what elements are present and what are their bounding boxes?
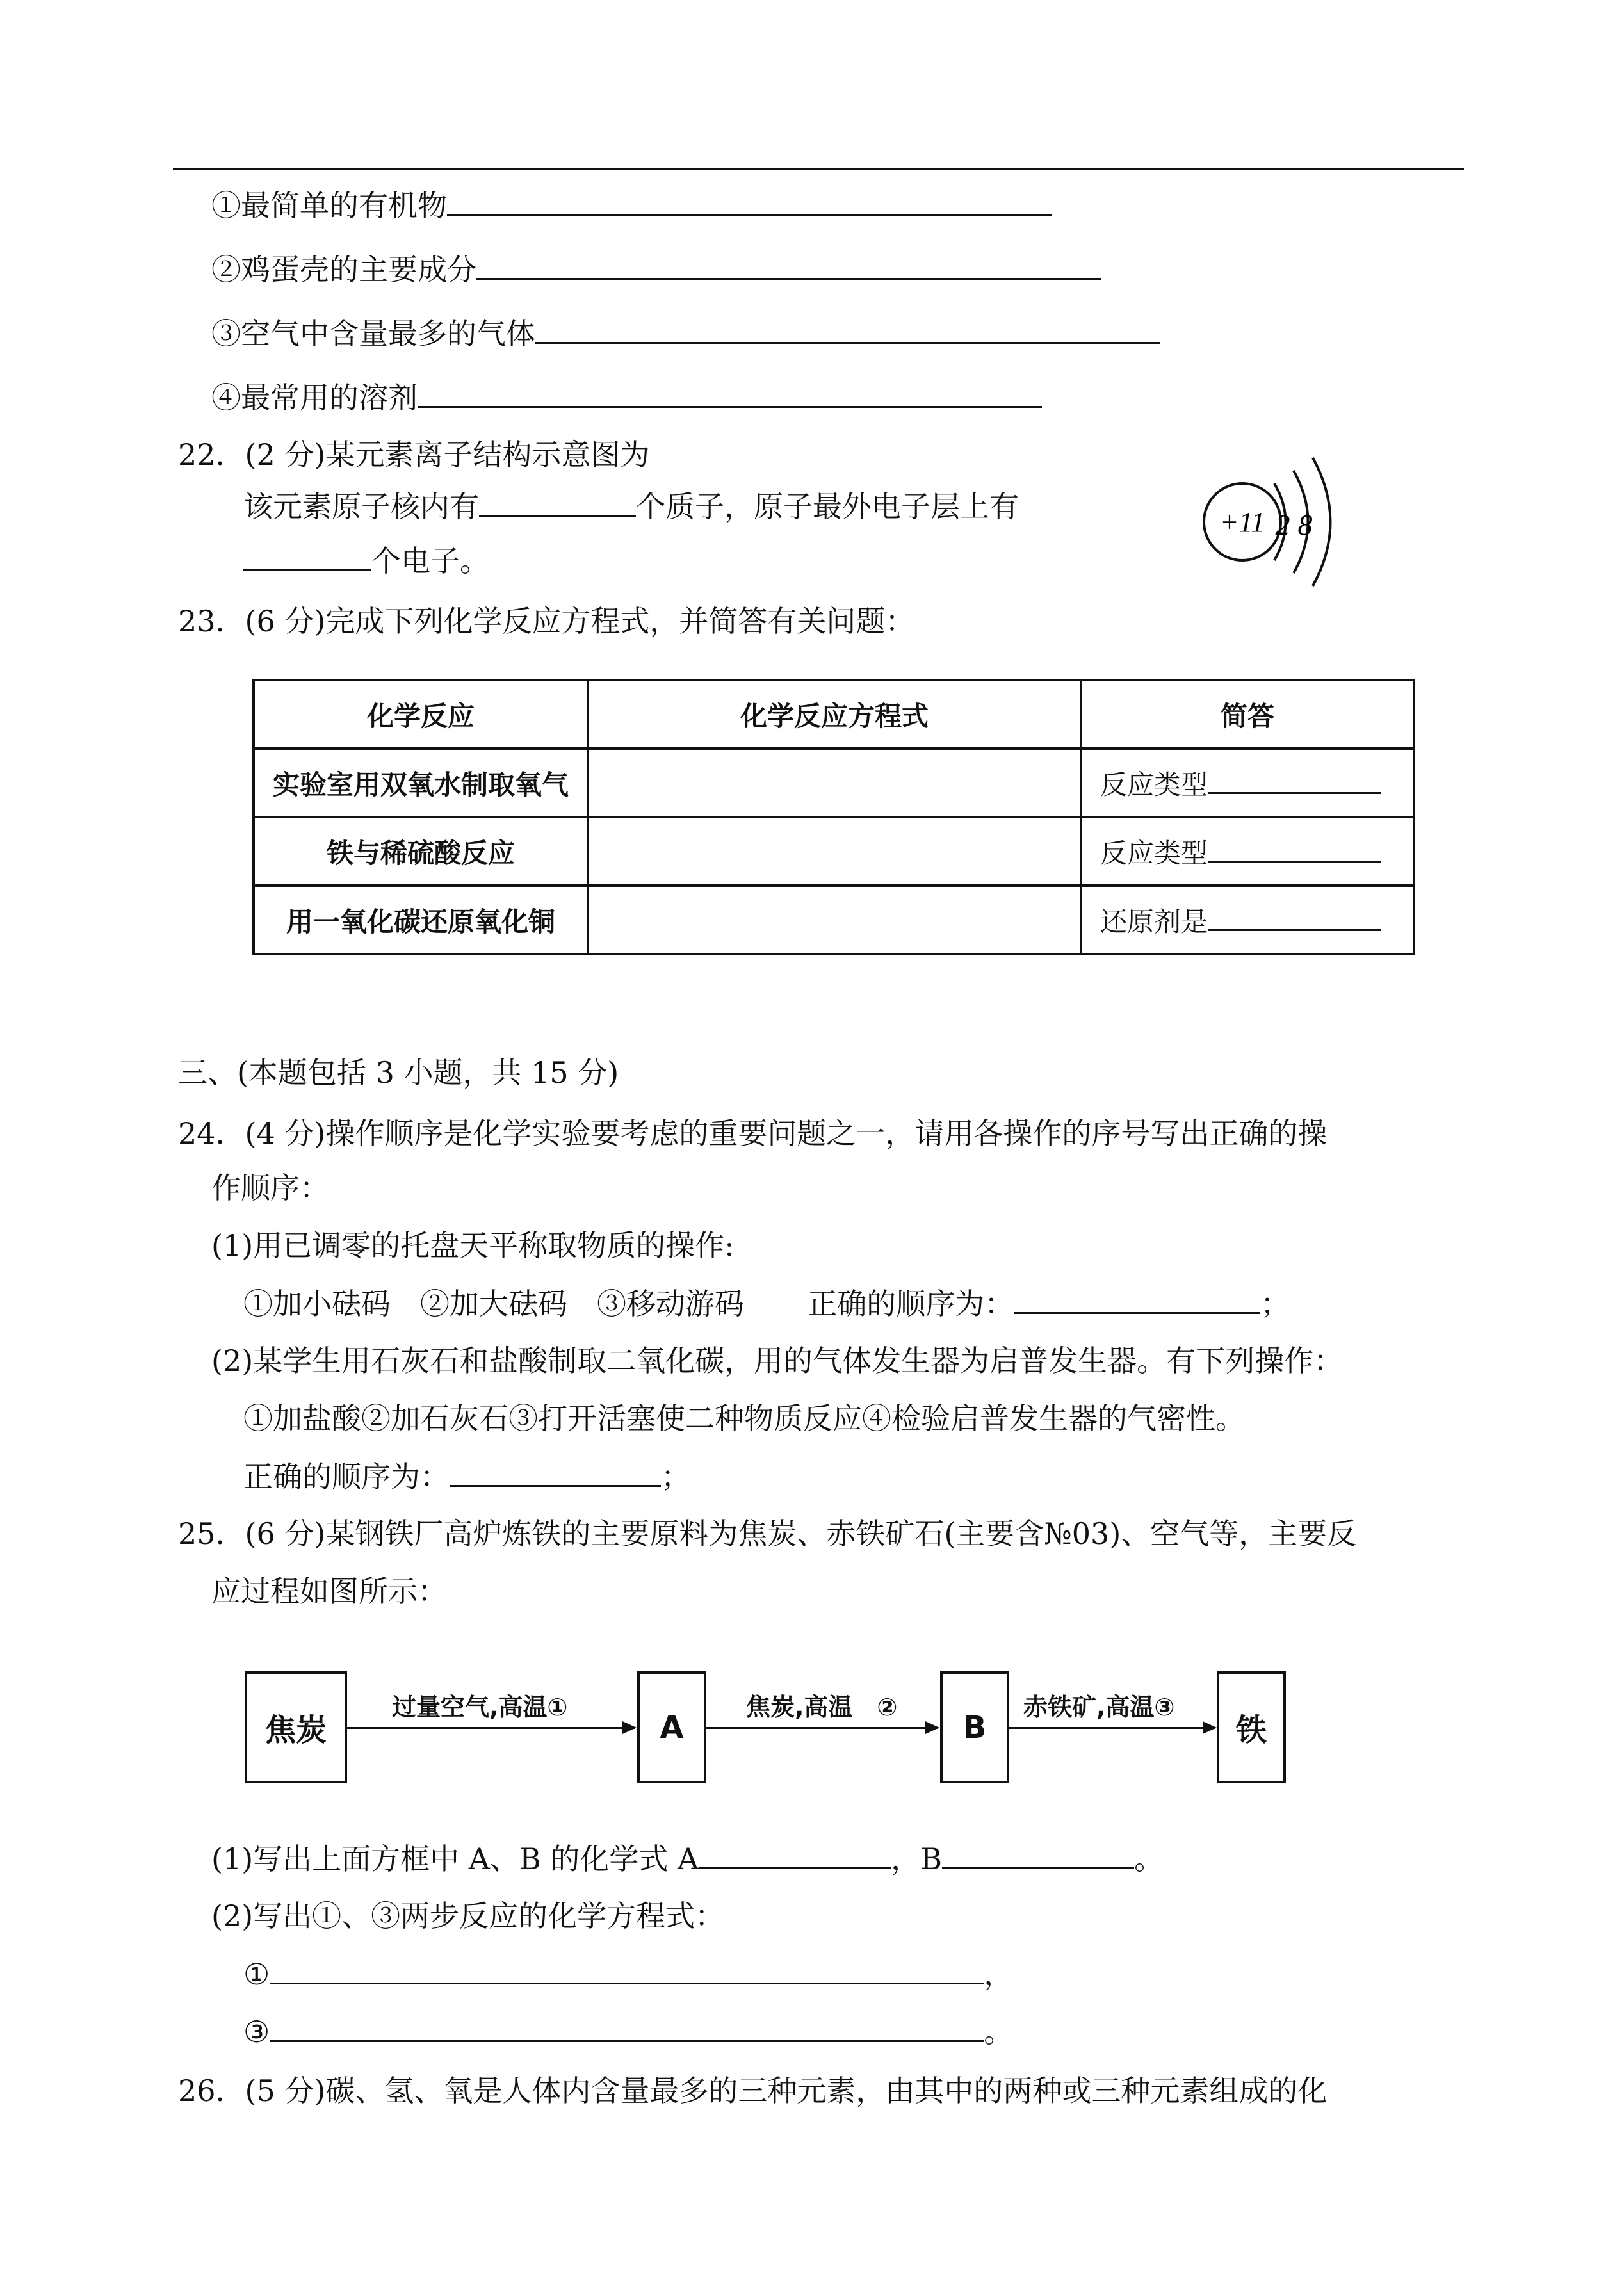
flow-arrow [706,1727,938,1729]
answer-cell [1081,817,1414,886]
answer-blank[interactable] [1208,839,1381,863]
q24-part2-answer [243,1457,690,1496]
q21-item [211,314,1160,353]
q25-title-line1: 25．(6 分)某钢铁厂高炉炼铁的主要原料为焦炭、赤铁矿石(主要含№03)、空气等，主要反 [178,1516,1357,1551]
answer-label: 正确的顺序为： [808,1286,1014,1321]
equation-cell[interactable] [588,749,1081,817]
q22-text: 个质子，原子最外电子层上有 [636,489,1019,524]
punct: ； [1260,1286,1290,1321]
q21-item [211,186,1052,225]
q25-text: ，B [891,1842,943,1876]
q25-eq1 [243,1954,1013,1993]
formula-b-blank[interactable] [942,1839,1134,1869]
q24-title-line2: 作顺序： [211,1171,329,1205]
answer-blank[interactable] [1014,1284,1260,1314]
q21-item-label: ①最简单的有机物 [211,188,447,223]
punct: 。 [984,2015,1014,2049]
eq-label: ③ [243,2015,270,2049]
punct: ； [661,1459,690,1494]
q22-text: 个电子。 [371,544,489,578]
q22-text: 该元素原子核内有 [243,489,479,524]
q21-item-label: ③空气中含量最多的气体 [211,316,535,351]
flow-arrow [347,1727,635,1729]
q21-item-label: ②鸡蛋壳的主要成分 [211,252,476,287]
answer-blank[interactable] [418,378,1042,408]
q24-part2-title: (2)某学生用石灰石和盐酸制取二氧化碳，用的气体发生器为启普发生器。有下列操作： [211,1343,1344,1378]
q25-eq3 [243,2012,1013,2051]
q24-title-line1: 24．(4 分)操作顺序是化学实验要考虑的重要问题之一，请用各操作的序号写出正确的操 [178,1116,1328,1151]
q25-part1 [211,1839,1164,1878]
q23-title: 23．(6 分)完成下列化学反应方程式，并简答有关问题： [178,604,915,638]
answer-label: 反应类型 [1100,837,1208,869]
operations-list: ①加小砝码 ②加大砝码 ③移动游码 [243,1286,744,1321]
q24-part1-title: (1)用已调零的托盘天平称取物质的操作: [211,1228,735,1263]
answer-cell [1081,886,1414,954]
eq-label: ① [243,1957,270,1991]
equation-blank[interactable] [270,1954,984,1984]
header-answer: 简答 [1081,680,1414,749]
q21-item-label: ④最常用的溶剂 [211,380,418,415]
flow-arrow-label: 赤铁矿,高温③ [1023,1693,1175,1721]
q25-text: (1)写出上面方框中 A、B 的化学式 A [211,1842,699,1876]
q21-item [211,378,1042,417]
q21-item [211,250,1101,289]
flow-arrow-label: 过量空气,高温① [392,1693,568,1721]
table-row [254,749,1414,817]
reaction-name: 用一氧化碳还原氧化铜 [254,886,588,954]
equation-cell[interactable] [588,886,1081,954]
flow-box-b: B [940,1671,1009,1783]
flow-box-a: A [637,1671,706,1783]
q24-part2-ops: ①加盐酸②加石灰石③打开活塞使二种物质反应④检验启普发生器的气密性。 [243,1401,1245,1436]
answer-blank[interactable] [476,250,1101,280]
shell-1-count: 2 [1275,508,1290,541]
flow-arrow [1009,1727,1215,1729]
ion-structure-diagram [1191,442,1358,602]
formula-a-blank[interactable] [699,1839,891,1869]
proton-blank[interactable] [479,487,636,517]
answer-blank[interactable] [535,314,1160,344]
flow-box-iron: 铁 [1217,1671,1286,1783]
q25-part2-title: (2)写出①、③两步反应的化学方程式： [211,1899,725,1933]
q22-title: 22．(2 分)某元素离子结构示意图为 [178,437,650,472]
header-reaction: 化学反应 [254,680,588,749]
flow-box-coke: 焦炭 [245,1671,347,1783]
shell-2-count: 8 [1297,508,1313,541]
electron-blank[interactable] [243,541,371,571]
punct: ， [984,1957,1014,1991]
reaction-table [252,679,1415,955]
reaction-name: 实验室用双氧水制取氧气 [254,749,588,817]
answer-blank[interactable] [450,1457,661,1487]
reaction-name: 铁与稀硫酸反应 [254,817,588,886]
equation-cell[interactable] [588,817,1081,886]
answer-label: 正确的顺序为： [243,1459,450,1494]
answer-blank[interactable] [1208,770,1381,794]
answer-cell [1081,749,1414,817]
header-equation: 化学反应方程式 [588,680,1081,749]
punct: 。 [1134,1842,1164,1876]
q25-title-line2: 应过程如图所示： [211,1574,447,1609]
q24-part1-ops [243,1284,1290,1323]
equation-blank[interactable] [270,2012,984,2042]
answer-label: 还原剂是 [1100,905,1208,937]
table-header-row [254,680,1414,749]
nucleus-charge: +11 [1219,507,1265,538]
q26-title-line1: 26．(5 分)碳、氢、氧是人体内含量最多的三种元素，由其中的两种或三种元素组成的化 [178,2073,1328,2108]
flow-arrow-label: 焦炭,高温 ② [746,1693,898,1721]
answer-blank[interactable] [1208,907,1381,931]
answer-blank[interactable] [447,186,1052,216]
section-title: 三、(本题包括 3 小题，共 15 分) [178,1055,619,1090]
q22-line1 [243,487,1019,526]
top-rule [173,168,1464,170]
table-row [254,886,1414,954]
answer-label: 反应类型 [1100,768,1208,800]
q22-line2 [243,541,489,580]
table-row [254,817,1414,886]
